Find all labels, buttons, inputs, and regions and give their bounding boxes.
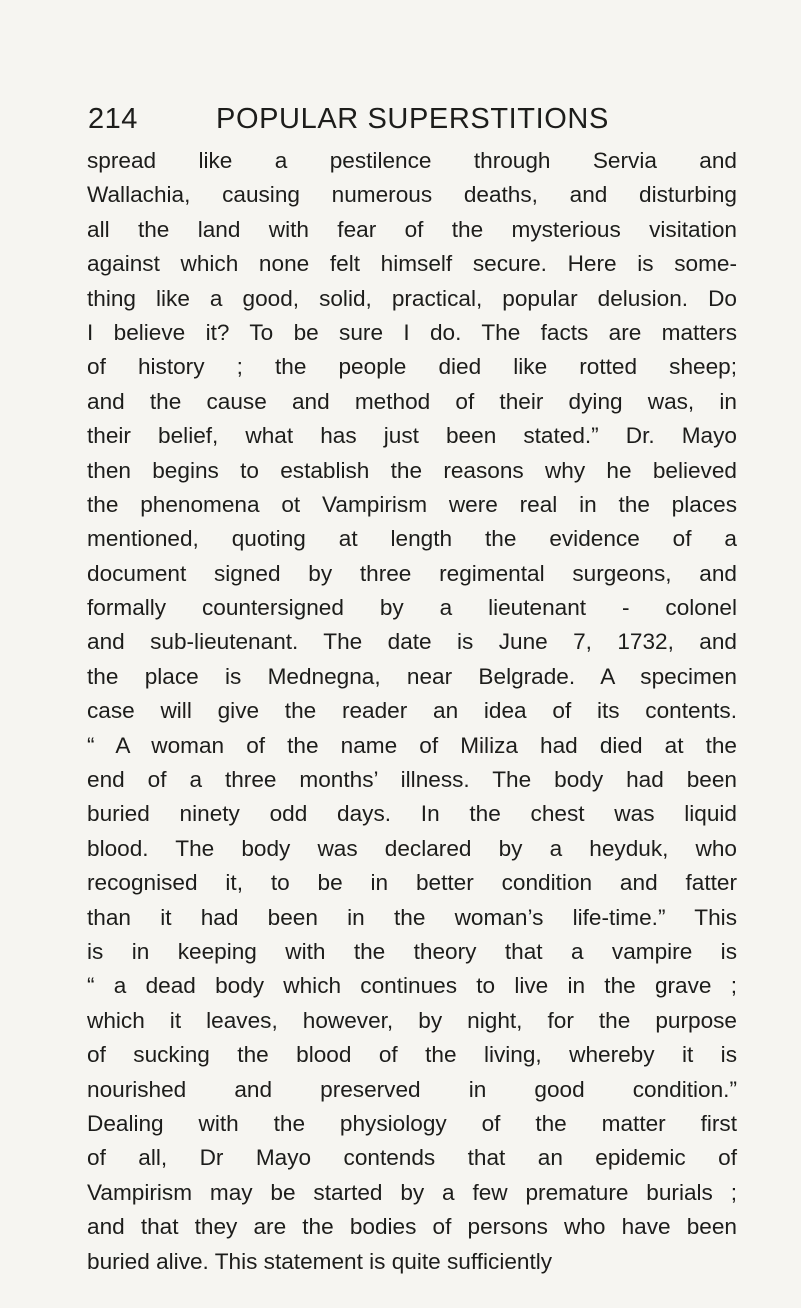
text-line: buried alive. This statement is quite sufficiently xyxy=(87,1248,553,1274)
text-line: of all, Dr Mayo contends that an epidemic of xyxy=(87,1145,737,1171)
text-line: than it had been in the woman’s life-time.” This xyxy=(87,904,737,930)
text-line: mentioned, quoting at length the evidence of a xyxy=(87,526,737,552)
text-line: formally countersigned by a lieutenant - colonel xyxy=(87,595,737,621)
text-line: all the land with fear of the mysterious visitation xyxy=(87,216,737,242)
text-line: “ a dead body which continues to live in the grave ; xyxy=(87,973,737,999)
page-number: 214 xyxy=(88,103,138,135)
text-line: and sub-lieutenant. The date is June 7, 1732, and xyxy=(87,629,737,655)
text-line: buried ninety odd days. In the chest was liquid xyxy=(87,801,737,827)
text-line: Wallachia, causing numerous deaths, and disturbing xyxy=(87,182,737,208)
text-line: their belief, what has just been stated.” Dr. Mayo xyxy=(87,423,737,449)
text-line: the place is Mednegna, near Belgrade. A specimen xyxy=(87,663,737,689)
text-line: “ A woman of the name of Miliza had died at the xyxy=(87,732,737,758)
text-line: of history ; the people died like rotted sheep; xyxy=(87,354,737,380)
text-line: nourished and preserved in good condition.” xyxy=(87,1076,737,1102)
text-line: recognised it, to be in better condition and fatter xyxy=(87,870,737,896)
text-line: I believe it? To be sure I do. The facts are matters xyxy=(87,319,737,345)
text-line: and that they are the bodies of persons who have been xyxy=(87,1214,737,1240)
text-line: Vampirism may be started by a few premature burials ; xyxy=(87,1179,737,1205)
running-head xyxy=(88,99,738,139)
text-line: case will give the reader an idea of its contents. xyxy=(87,698,737,724)
text-line: document signed by three regimental surgeons, and xyxy=(87,560,737,586)
text-line: and the cause and method of their dying was, in xyxy=(87,388,737,414)
text-line: then begins to establish the reasons why he believed xyxy=(87,457,737,483)
text-line: spread like a pestilence through Servia and xyxy=(87,148,737,173)
text-line: which it leaves, however, by night, for the purpose xyxy=(87,1007,737,1033)
text-line: end of a three months’ illness. The body had been xyxy=(87,767,737,793)
text-line: Dealing with the physiology of the matter first xyxy=(87,1110,737,1136)
text-line: thing like a good, solid, practical, popular delusion. Do xyxy=(87,285,737,311)
text-line: against which none felt himself secure. Here is some- xyxy=(87,251,737,277)
text-line: blood. The body was declared by a heyduk, who xyxy=(87,835,737,861)
page-title: POPULAR SUPERSTITIONS xyxy=(216,103,609,135)
text-line: the phenomena ot Vampirism were real in the places xyxy=(87,491,737,517)
text-line: of sucking the blood of the living, whereby it is xyxy=(87,1042,737,1068)
body-text xyxy=(87,144,737,1279)
text-line: is in keeping with the theory that a vampire is xyxy=(87,938,737,964)
